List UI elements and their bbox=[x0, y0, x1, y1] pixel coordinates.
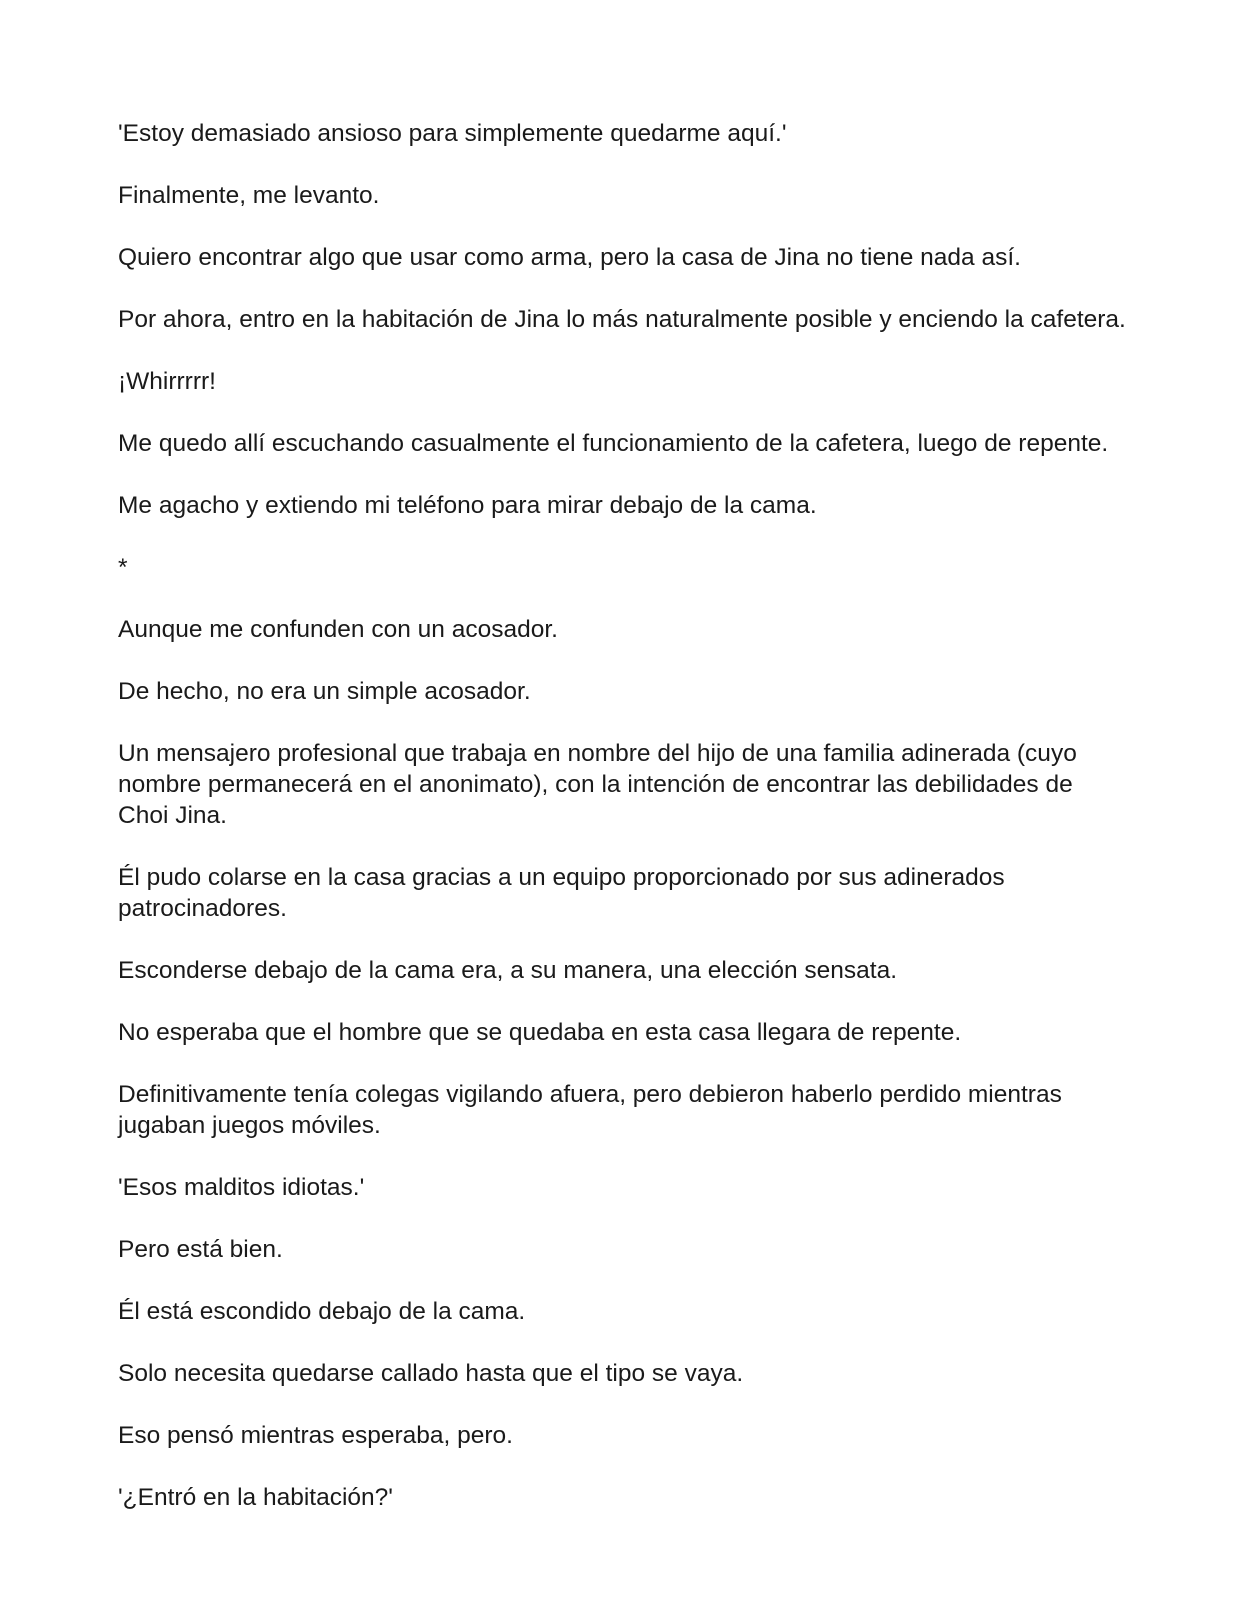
paragraph: Finalmente, me levanto. bbox=[118, 182, 380, 209]
paragraph: Solo necesita quedarse callado hasta que el tipo se vaya. bbox=[118, 1360, 744, 1387]
paragraph: Esconderse debajo de la cama era, a su manera, una elección sensata. bbox=[118, 957, 898, 984]
paragraph: De hecho, no era un simple acosador. bbox=[118, 678, 531, 705]
paragraph: '¿Entró en la habitación?' bbox=[118, 1484, 393, 1511]
paragraph: No esperaba que el hombre que se quedaba en esta casa llegara de repente. bbox=[118, 1019, 962, 1046]
paragraph: Por ahora, entro en la habitación de Jina lo más naturalmente posible y enciendo la cafetera. bbox=[118, 306, 1126, 333]
paragraph: Quiero encontrar algo que usar como arma, pero la casa de Jina no tiene nada así. bbox=[118, 244, 1021, 271]
document-body bbox=[118, 118, 1128, 1544]
paragraph: Aunque me confunden con un acosador. bbox=[118, 616, 558, 643]
paragraph: Un mensajero profesional que trabaja en nombre del hijo de una familia adinerada (cuyo nombre permanecerá en el anonimato), con la intención de encontrar las debilidades de Choi Jina. bbox=[118, 740, 1077, 829]
paragraph: Él pudo colarse en la casa gracias a un equipo proporcionado por sus adinerados patrocinadores. bbox=[118, 864, 1005, 922]
paragraph: ¡Whirrrrr! bbox=[118, 368, 216, 395]
paragraph: Me agacho y extiendo mi teléfono para mirar debajo de la cama. bbox=[118, 492, 817, 519]
paragraph: Él está escondido debajo de la cama. bbox=[118, 1298, 526, 1325]
paragraph: 'Estoy demasiado ansioso para simplemente quedarme aquí.' bbox=[118, 120, 787, 147]
scene-break: * bbox=[118, 554, 128, 581]
paragraph: Me quedo allí escuchando casualmente el funcionamiento de la cafetera, luego de repente. bbox=[118, 430, 1109, 457]
paragraph: Pero está bien. bbox=[118, 1236, 283, 1263]
paragraph: 'Esos malditos idiotas.' bbox=[118, 1174, 365, 1201]
paragraph: Definitivamente tenía colegas vigilando afuera, pero debieron haberlo perdido mientras jugaban juegos móviles. bbox=[118, 1081, 1062, 1139]
paragraph: Eso pensó mientras esperaba, pero. bbox=[118, 1422, 513, 1449]
